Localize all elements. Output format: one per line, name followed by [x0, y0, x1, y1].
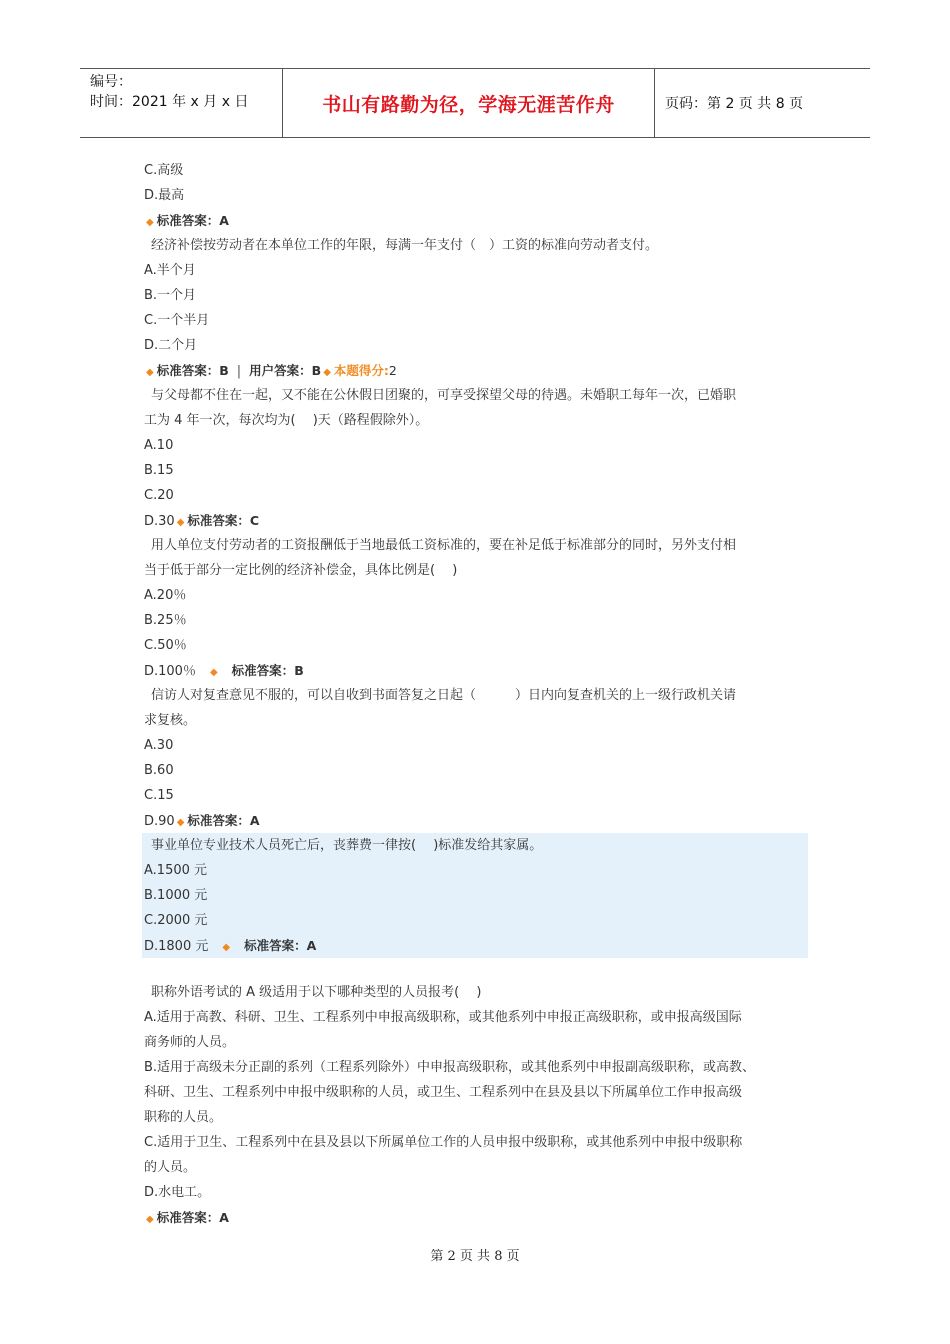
answer-line [144, 808, 814, 833]
option: B.1000 元 [144, 888, 208, 903]
question-text: 用人单位支付劳动者的工资报酬低于当地最低工资标准的，要在补足低于标准部分的同时，另外支付相 [151, 538, 737, 553]
option: B.15 [144, 463, 174, 478]
score-label: 本题得分: [333, 363, 389, 378]
standard-answer-label: 标准答案： [156, 363, 220, 378]
option: D.1800 元 [144, 939, 209, 954]
question-text: 求复核。 [144, 713, 197, 728]
option: B.60 [144, 763, 174, 778]
standard-answer-value: B [294, 663, 304, 678]
number-label: 编号： [90, 74, 132, 90]
option: C.20 [144, 488, 174, 503]
option-line: 科研、卫生、工程系列中申报中级职称的人员，或卫生、工程系列中在县及县以下所属单位工作申报高级 [144, 1085, 743, 1100]
answer-line [144, 933, 808, 958]
standard-answer-label: 标准答案： [156, 213, 220, 228]
separator: | [236, 364, 242, 379]
option: B.一个月 [144, 288, 197, 303]
option: A.1500 元 [144, 863, 208, 878]
option-line: D.水电工。 [144, 1185, 211, 1200]
option-line: 的人员。 [144, 1160, 197, 1175]
option: C.15 [144, 788, 174, 803]
header-meta [80, 69, 282, 137]
standard-answer-value: A [306, 938, 317, 953]
option: D.100％ [144, 664, 196, 679]
standard-answer-value: A [249, 813, 260, 828]
standard-answer-value: C [249, 513, 260, 528]
standard-answer-value: B [219, 363, 229, 378]
option: A.20％ [144, 588, 187, 603]
option: B.25％ [144, 613, 187, 628]
standard-answer-label: 标准答案： [231, 663, 295, 678]
option-line: B.适用于高级未分正副的系列（工程系列除外）中申报高级职称，或其他系列中申报副高级职称，或高教、 [144, 1060, 756, 1075]
option: C.一个半月 [144, 313, 210, 328]
time-label: 时间：2021 年 x 月 x 日 [90, 94, 249, 110]
score-value: 2 [388, 363, 397, 378]
option-line: 商务师的人员。 [144, 1035, 236, 1050]
question-text: 与父母都不住在一起，又不能在公休假日团聚的，可享受探望父母的待遇。未婚职工每年一次，已婚职 [151, 388, 737, 403]
diamond-icon: ◆ [146, 1214, 154, 1225]
question-list [144, 158, 814, 1230]
option: C.高级 [144, 163, 184, 178]
option-line: A.适用于高教、科研、卫生、工程系列中申报高级职称，或其他系列中申报正高级职称，或申报高级国际 [144, 1010, 742, 1025]
option: C.50％ [144, 638, 187, 653]
highlighted-question [142, 833, 808, 958]
question-text: 当于低于部分一定比例的经济补偿金，具体比例是( ) [144, 563, 458, 578]
user-answer-label: 用户答案： [249, 363, 312, 378]
question-text: 职称外语考试的 A 级适用于以下哪种类型的人员报考( ) [151, 985, 482, 1000]
question-text: 经济补偿按劳动者在本单位工作的年限，每满一年支付（ ）工资的标准向劳动者支付。 [151, 238, 659, 253]
answer-line [144, 208, 814, 233]
option: A.半个月 [144, 263, 196, 278]
option-line: C.适用于卫生、工程系列中在县及县以下所属单位工作的人员申报中级职称，或其他系列中申报中级职称 [144, 1135, 743, 1150]
page-indicator: 页码：第 2 页 共 8 页 [665, 96, 804, 112]
diamond-icon: ◆ [176, 817, 185, 828]
option: C.2000 元 [144, 913, 208, 928]
diamond-icon: ◆ [209, 667, 218, 678]
question-text: 信访人对复查意见不服的，可以自收到书面答复之日起（ ）日内向复查机关的上一级行政机关请 [151, 688, 737, 703]
question-text: 工为 4 年一次，每次均为( )天（路程假除外）。 [144, 413, 429, 428]
diamond-icon: ◆ [222, 942, 231, 953]
option: A.30 [144, 738, 174, 753]
standard-answer-value: A [219, 213, 229, 228]
page-footer: 第 2 页 共 8 页 [430, 1249, 520, 1264]
standard-answer-label: 标准答案： [156, 1210, 220, 1225]
option: D.30 [144, 514, 175, 529]
question-text: 事业单位专业技术人员死亡后，丧葬费一律按( )标准发给其家属。 [151, 838, 543, 853]
answer-line [144, 508, 814, 533]
answer-line [144, 658, 814, 683]
standard-answer-value: A [219, 1210, 229, 1225]
diamond-icon: ◆ [146, 217, 154, 228]
option: D.二个月 [144, 338, 198, 353]
answer-line [144, 358, 814, 383]
diamond-icon: ◆ [323, 367, 331, 378]
option: D.最高 [144, 188, 185, 203]
option-line: 职称的人员。 [144, 1110, 223, 1125]
spacer [144, 958, 814, 980]
document-header [80, 68, 870, 138]
user-answer-value: B [311, 363, 322, 378]
standard-answer-label: 标准答案： [187, 513, 250, 528]
standard-answer-label: 标准答案： [187, 813, 250, 828]
answer-line [144, 1205, 814, 1230]
standard-answer-label: 标准答案： [244, 938, 307, 953]
diamond-icon: ◆ [176, 517, 185, 528]
diamond-icon: ◆ [146, 367, 154, 378]
option: D.90 [144, 814, 175, 829]
motto: 书山有路勤为径，学海无涯苦作舟 [282, 69, 655, 137]
option: A.10 [144, 438, 174, 453]
